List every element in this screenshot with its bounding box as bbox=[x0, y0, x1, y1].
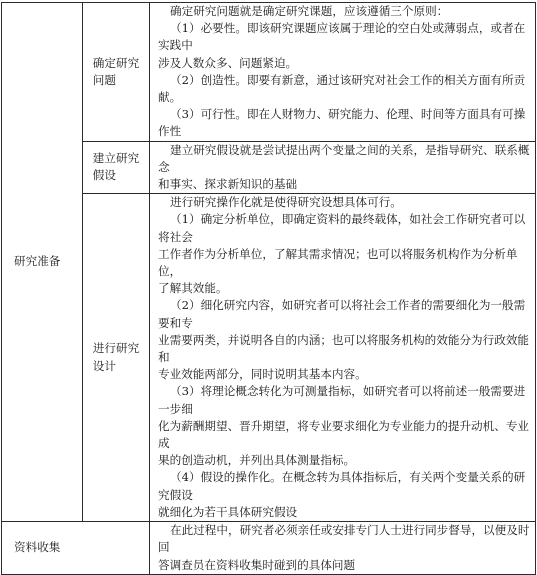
content-cell-data-collection bbox=[150, 522, 536, 575]
content-line: 就细化为若干具体研究假设 bbox=[158, 504, 298, 519]
content-line: 确定研究问题就是确定研究课题，应该遵循三个原则： bbox=[170, 4, 449, 18]
content-line: （4）假设的操作化。在概念转为具体指标后，有关两个变量关系的研究假设 bbox=[158, 470, 526, 502]
content-line: 化为薪酬期望、晋升期望，将专业要求细化为专业能力的提升动机、专业成 bbox=[158, 418, 530, 451]
content-line: 进行研究操作化就是使得研究设想具体可行。 bbox=[170, 195, 402, 210]
step-label bbox=[93, 150, 139, 184]
content-line: 涉及人数众多、问题紧迫。 bbox=[158, 55, 298, 70]
table-row bbox=[2, 522, 536, 575]
step-cell-topic bbox=[83, 3, 150, 142]
step-label bbox=[93, 340, 139, 374]
table-row bbox=[2, 141, 536, 194]
content-line: （3）可行性。即在人财物力、研究能力、伦理、时间等方面具有可操作性 bbox=[158, 107, 526, 139]
stage-label: 资料收集 bbox=[14, 540, 61, 555]
step-label-line: 进行研究 bbox=[92, 341, 140, 356]
content-line: （1）确定分析单位，即确定资料的最终载体，如社会工作研究者可以将社会 bbox=[158, 212, 526, 244]
step-label-line: 设计 bbox=[92, 358, 116, 373]
content-line: 建立研究假设就是尝试提出两个变量之间的关系，是指导研究、联系概念 bbox=[158, 142, 530, 174]
content-line: （2）创造性。即要有新意，通过该研究对社会工作的相关方面有所贡献。 bbox=[158, 72, 526, 105]
content-cell-hypothesis bbox=[150, 141, 536, 194]
content-line: 专业效能两部分，同时说明其基本内容。 bbox=[158, 367, 367, 382]
content-line: 和事实、探求新知识的基础 bbox=[158, 177, 298, 192]
step-cell-design bbox=[83, 194, 150, 522]
stage-cell-research-prep bbox=[2, 3, 83, 522]
content-line: 在此过程中，研究者必须亲任或安排专门人士进行同步督导，以便及时回 bbox=[158, 523, 530, 555]
content-line: 了解其效能。 bbox=[158, 281, 228, 296]
content-line: 果的创造动机，并列出具体测量指标。 bbox=[158, 453, 356, 468]
step-label-line: 确定研究 bbox=[92, 55, 140, 70]
content-line: 业需要两类，并说明各自的内涵；也可以将服务机构的效能分为行政效能和 bbox=[158, 332, 530, 365]
content-line: （2）细化研究内容，如研究者可以将社会工作者的需要细化为一般需要和专 bbox=[158, 298, 526, 330]
research-steps-table bbox=[1, 2, 536, 575]
table-row bbox=[2, 3, 536, 142]
content-line: （1）必要性。即该研究课题应该属于理论的空白处或薄弱点，或者在实践中 bbox=[158, 21, 526, 53]
content-line: 工作者作为分析单位，了解其需求情况；也可以将服务机构作为分析单位， bbox=[158, 246, 518, 279]
step-label-line: 建立研究 bbox=[92, 151, 140, 166]
content-line: 答调查员在资料收集时碰到的具体问题 bbox=[158, 557, 356, 572]
content-cell-topic bbox=[150, 3, 536, 142]
step-label-line: 假设 bbox=[92, 168, 116, 183]
content-cell-design bbox=[150, 194, 536, 522]
step-label-line: 问题 bbox=[92, 72, 116, 87]
table-row bbox=[2, 194, 536, 522]
stage-cell-data-collection bbox=[2, 522, 150, 575]
content-line: （3）将理论概念转化为可测量指标，如研究者可以将前述一般需要进一步细 bbox=[158, 384, 526, 416]
step-label bbox=[93, 55, 139, 89]
step-cell-hypothesis bbox=[83, 141, 150, 194]
stage-label: 研究准备 bbox=[14, 254, 61, 269]
